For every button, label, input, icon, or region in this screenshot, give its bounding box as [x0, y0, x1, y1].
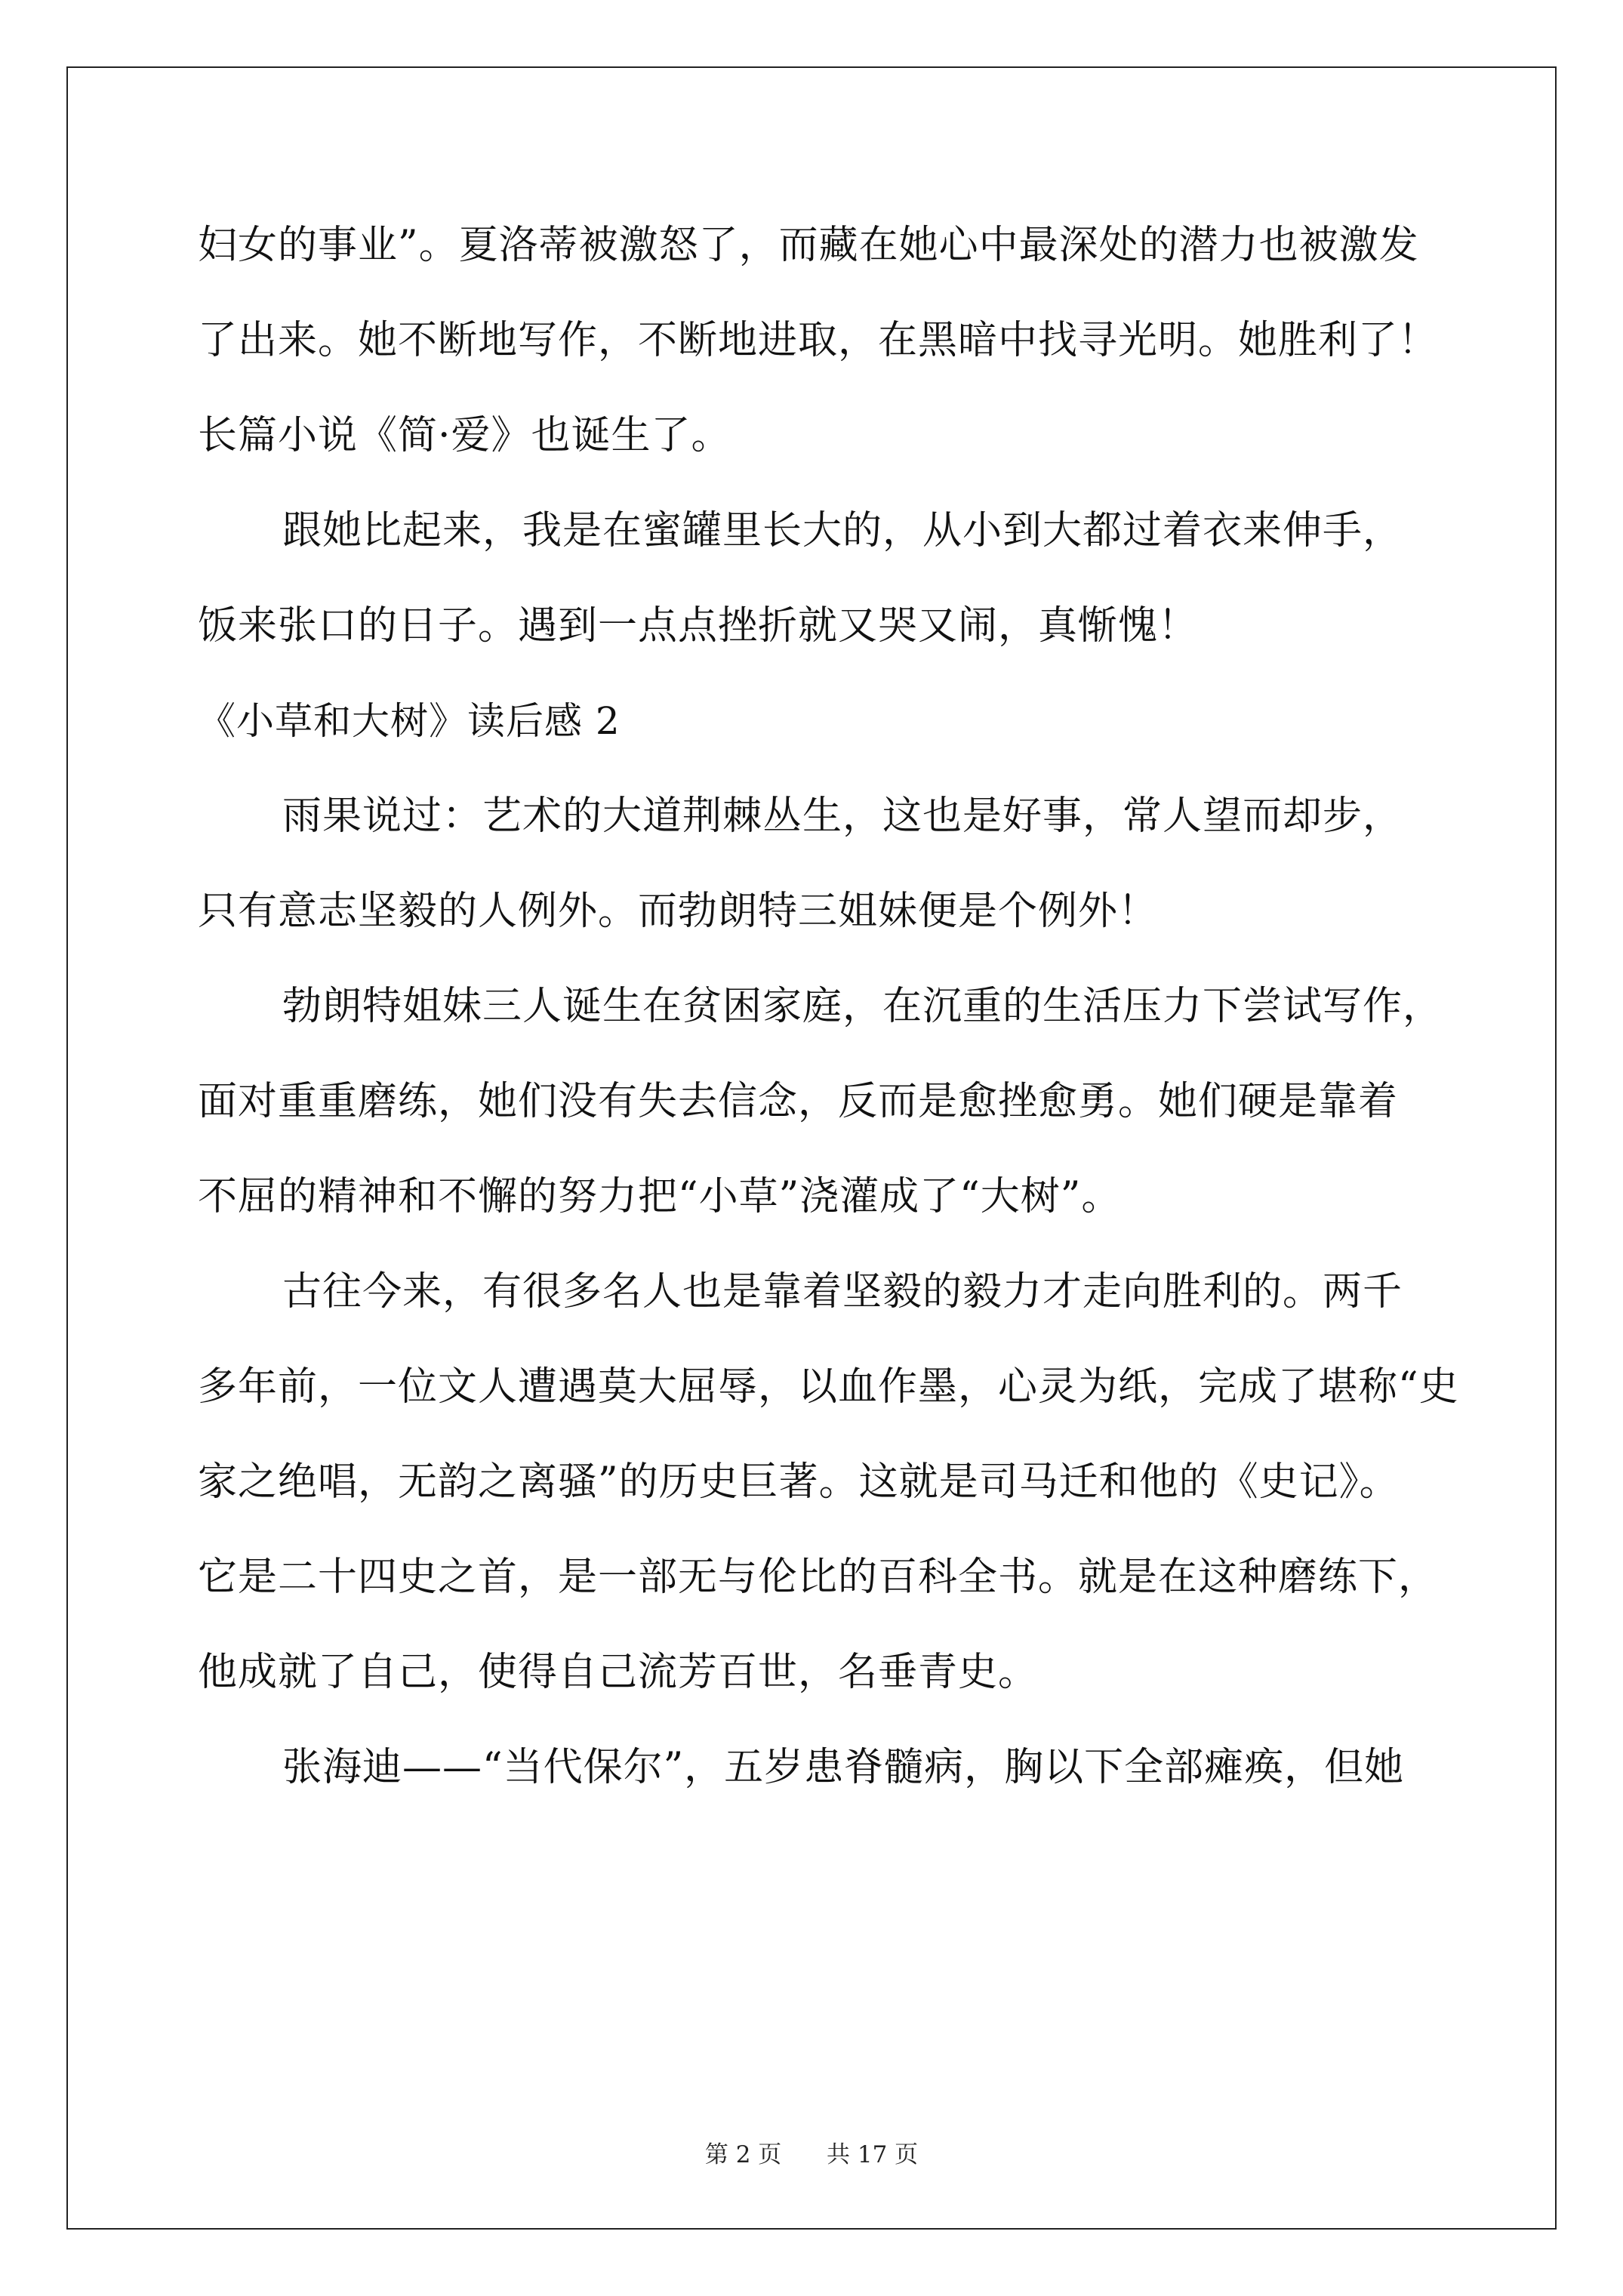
text-line: 他成就了自己，使得自己流芳百世，名垂青史。 [198, 1650, 1039, 1695]
text-line: 妇女的事业”。夏洛蒂被激怒了，而藏在她心中最深处的潜力也被激发 [198, 223, 1419, 268]
section-heading: 《小草和大树》读后感 2 [198, 699, 621, 743]
page-footer [0, 2135, 1623, 2169]
text-line: 雨果说过：艺术的大道荆棘丛生，这也是好事，常人望而却步， [282, 794, 1403, 839]
text-line: 了出来。她不断地写作，不断地进取，在黑暗中找寻光明。她胜利了！ [198, 318, 1439, 363]
text-line: 跟她比起来，我是在蜜罐里长大的，从小到大都过着衣来伸手， [282, 508, 1403, 553]
text-line: 饭来张口的日子。遇到一点点挫折就又哭又闹，真惭愧！ [198, 603, 1199, 649]
text-line: 张海迪——“当代保尔”，五岁患脊髓病，胸以下全部瘫痪，但她 [282, 1745, 1405, 1790]
text-line: 家之绝唱，无韵之离骚”的历史巨著。这就是司马迁和他的《史记》。 [198, 1459, 1400, 1505]
text-line: 长篇小说《简·爱》也诞生了。 [198, 413, 731, 458]
page-total: 共 17 页 [827, 2141, 919, 2168]
text-line: 多年前，一位文人遭遇莫大屈辱，以血作墨，心灵为纸，完成了堪称“史 [198, 1364, 1459, 1410]
text-line: 它是二十四史之首，是一部无与伦比的百科全书。就是在这种磨练下， [198, 1555, 1439, 1600]
page-number: 第 2 页 [704, 2141, 782, 2168]
text-line: 勃朗特姐妹三人诞生在贫困家庭，在沉重的生活压力下尝试写作， [282, 984, 1443, 1029]
text-line: 只有意志坚毅的人例外。而勃朗特三姐妹便是个例外！ [198, 889, 1159, 934]
document-body [198, 198, 1459, 1815]
text-line: 不屈的精神和不懈的努力把“小草”浇灌成了“大树”。 [198, 1174, 1122, 1219]
text-line: 面对重重磨练，她们没有失去信念，反而是愈挫愈勇。她们硬是靠着 [198, 1079, 1399, 1124]
text-line: 古往今来，有很多名人也是靠着坚毅的毅力才走向胜利的。两千 [282, 1269, 1403, 1314]
